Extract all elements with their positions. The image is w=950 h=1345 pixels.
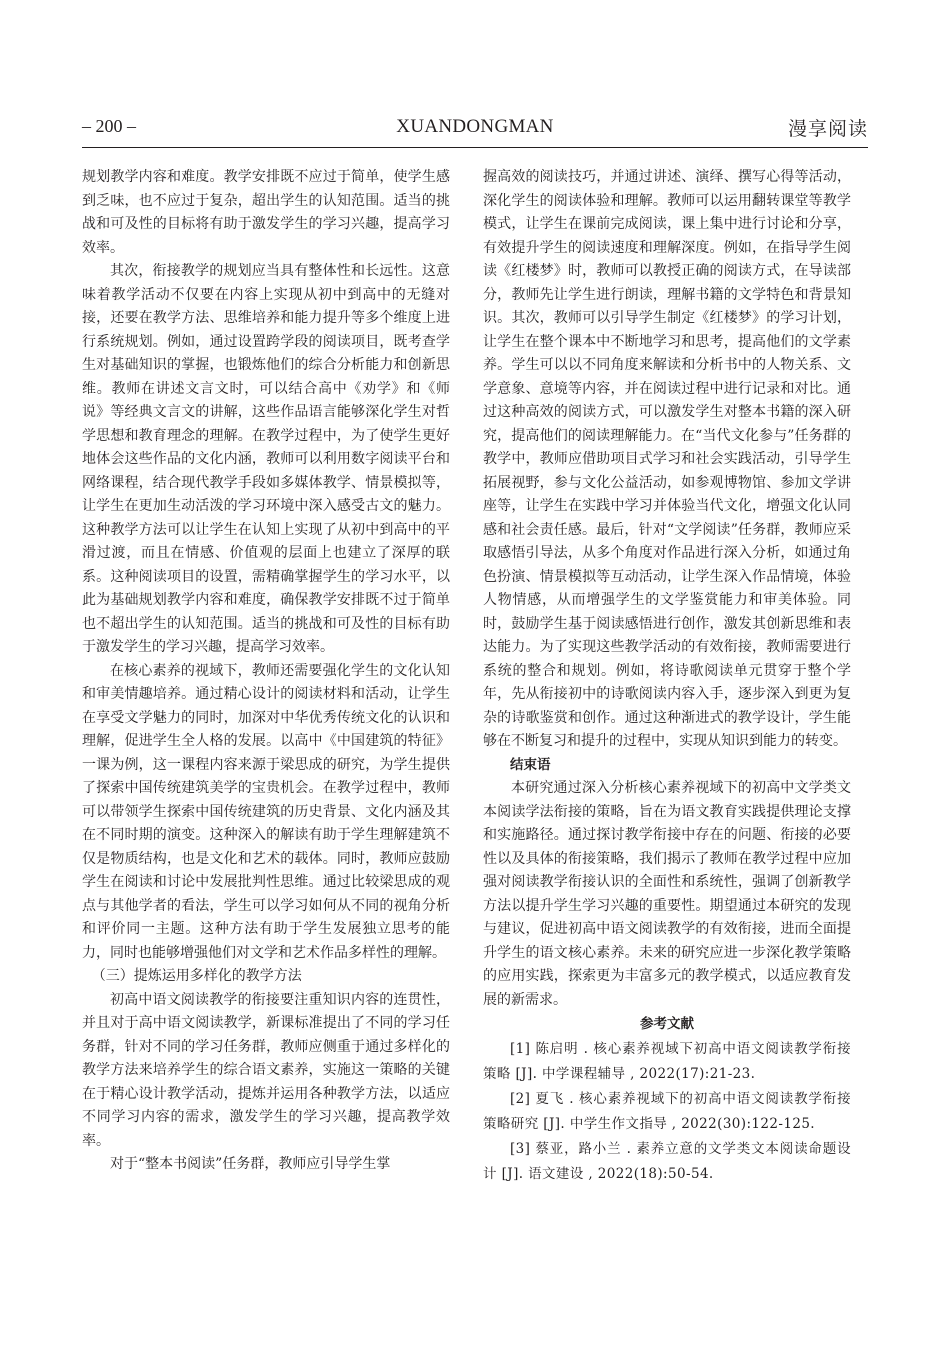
reference-item: [1] 陈启明 . 核心素养视域下初高中语文阅读教学衔接策略 [J]. 中学课程辅导 , 2022(17):21-23. bbox=[483, 1040, 851, 1082]
journal-name: XUANDONGMAN bbox=[396, 116, 554, 137]
reference-item: [3] 蔡亚，路小兰 . 素养立意的文学类文本阅读命题设计 [J]. 语文建设 , 2022(18):50-54. bbox=[483, 1140, 851, 1182]
paragraph: 在核心素养的视域下，教师还需要强化学生的文化认知和审美情趣培养。通过精心设计的阅读材料和活动，让学生在享受文学魅力的同时，加深对中华优秀传统文化的认识和理解，促进学生全人格的发展。以高中《中国建筑的特征》一课为例，这一课程内容来源于梁思成的研究，为学生提供了探索中国传统建筑美学的宝贵机会。在教学过程中，教师可以带领学生探索中国传统建筑的历史背景、文化内涵及其在不同时期的演变。这种深入的解读有助于学生理解建筑不仅是物质结构，也是文化和艺术的载体。同时，教师应鼓励学生在阅读和讨论中发展批判性思维。通过比较梁思成的观点与其他学者的看法，学生可以学习如何从不同的视角分析和评价同一主题。这种方法有助于学生发展独立思考的能力，同时也能够增强他们对文学和艺术作品多样性的理解。 bbox=[82, 662, 450, 961]
column-name: 漫享阅读 bbox=[787, 118, 868, 140]
references-title: 参考文献 bbox=[640, 1016, 694, 1032]
conclusion-paragraph: 本研究通过深入分析核心素养视域下的初高中文学类文本阅读学法衔接的策略，旨在为语文教育实践提供理论支撑和实施路径。通过探讨教学衔接中存在的问题、衔接的必要性以及具体的衔接策略，我们揭示了教师在教学过程中应加强对阅读教学衔接认识的全面性和系统性，强调了创新教学方法以提升学生学习兴趣的重要性。期望通过本研究的发现与建议，促进初高中语文阅读教学的有效衔接，进而全面提升学生的语文核心素养。未来的研究应进一步深化教学策略的应用实践，探索更为丰富多元的教学模式，以适应教育发展的新需求。 bbox=[483, 780, 851, 1008]
right-column bbox=[483, 166, 851, 1187]
page-number: – 200 – bbox=[82, 116, 136, 136]
page-header bbox=[82, 116, 868, 146]
paragraph: 初高中语文阅读教学的衔接要注重知识内容的连贯性，并且对于高中语文阅读教学，新课标准提出了不同的学习任务群，针对不同的学习任务群，教师应侧重于通过多样化的教学方法来培养学生的综合语文素养，实施这一策略的关键在于精心设计教学活动，提炼并运用各种教学方法，以适应不同学习内容的需求，激发学生的学习兴趣，提高教学效率。 bbox=[82, 991, 450, 1149]
conclusion-heading: 结束语 bbox=[510, 756, 551, 773]
section-subheading: （三）提炼运用多样化的教学方法 bbox=[91, 968, 302, 984]
reference-list bbox=[483, 1037, 851, 1187]
header-rule bbox=[82, 147, 868, 148]
paragraph: 握高效的阅读技巧，并通过讲述、演绎、撰写心得等活动，深化学生的阅读体验和理解。教师可以运用翻转课堂等教学模式，让学生在课前完成阅读，课上集中进行讨论和分享，有效提升学生的阅读速度和理解深度。例如，在指导学生阅读《红楼梦》时，教师可以教授正确的阅读方式，在导读部分，教师先让学生进行朗读，理解书籍的文学特色和背景知识。其次，教师可以引导学生制定《红楼梦》的学习计划，让学生在整个课本中不断地学习和思考，提高他们的文学素养。学生可以以不同角度来解读和分析书中的人物关系、文学意象、意境等内容，并在阅读过程中进行记录和对比。通过这种高效的阅读方式，可以激发学生对整本书籍的深入研究，提高他们的阅读理解能力。在“当代文化参与”任务群的教学中，教师应借助项目式学习和社会实践活动，引导学生拓展视野，参与文化公益活动，如参观博物馆、参加文学讲座等，让学生在实践中学习并体验当代文化，增强文化认同感和社会责任感。最后，针对“文学阅读”任务群，教师应采取感悟引导法，从多个角度对作品进行深入分析，如通过角色扮演、情景模拟等互动活动，让学生深入作品情境，体验人物情感，从而增强学生的文学鉴赏能力和审美体验。同时，鼓励学生基于阅读感悟进行创作，激发其创新思维和表达能力。为了实现这些教学活动的有效衔接，教师需要进行系统的整合和规划。例如，将诗歌阅读单元贯穿于整个学年，先从衔接初中的诗歌阅读内容入手，逐步深入到更为复杂的诗歌鉴赏和创作。通过这种渐进式的教学设计，学生能够在不断复习和提升的过程中，实现从知识到能力的转变。 bbox=[483, 169, 851, 749]
paragraph: 其次，衔接教学的规划应当具有整体性和长远性。这意味着教学活动不仅要在内容上实现从初中到高中的无缝对接，还要在教学方法、思维培养和能力提升等多个维度上进行系统规划。例如，通过设置跨学段的阅读项目，既考查学生对基础知识的掌握，也锻炼他们的综合分析能力和创新思维。教师在讲述文言文时，可以结合高中《劝学》和《师说》等经典文言文的讲解，这些作品语言能够深化学生对哲学思想和教育理念的理解。在教学过程中，为了使学生更好地体会这些作品的文化内涵，教师可以利用数字阅读平台和网络课程，结合现代教学手段如多媒体教学、情景模拟等，让学生在更加生动活泼的学习环境中深入感受古文的魅力。这种教学方法可以让学生在认知上实现了从初中到高中的平滑过渡，而且在情感、价值观的层面上也建立了深厚的联系。这种阅读项目的设置，需精确掌握学生的学习水平，以此为基础规划教学内容和难度，确保教学安排既不过于简单也不超出学生的认知范围。适当的挑战和可及性的目标有助于激发学生的学习兴趣，提高学习效率。 bbox=[82, 263, 450, 655]
reference-item: [2] 夏飞 . 核心素养视域下的初高中语文阅读教学衔接策略研究 [J]. 中学生作文指导 , 2022(30):122-125. bbox=[483, 1090, 851, 1132]
left-column bbox=[82, 166, 450, 1177]
paragraph: 对于“整本书阅读”任务群，教师应引导学生掌 bbox=[110, 1156, 391, 1172]
paragraph: 规划教学内容和难度。教学安排既不应过于简单，使学生感到乏味，也不应过于复杂，超出学生的认知范围。适当的挑战和可及性的目标将有助于激发学生的学习兴趣，提高学习效率。 bbox=[82, 169, 450, 256]
